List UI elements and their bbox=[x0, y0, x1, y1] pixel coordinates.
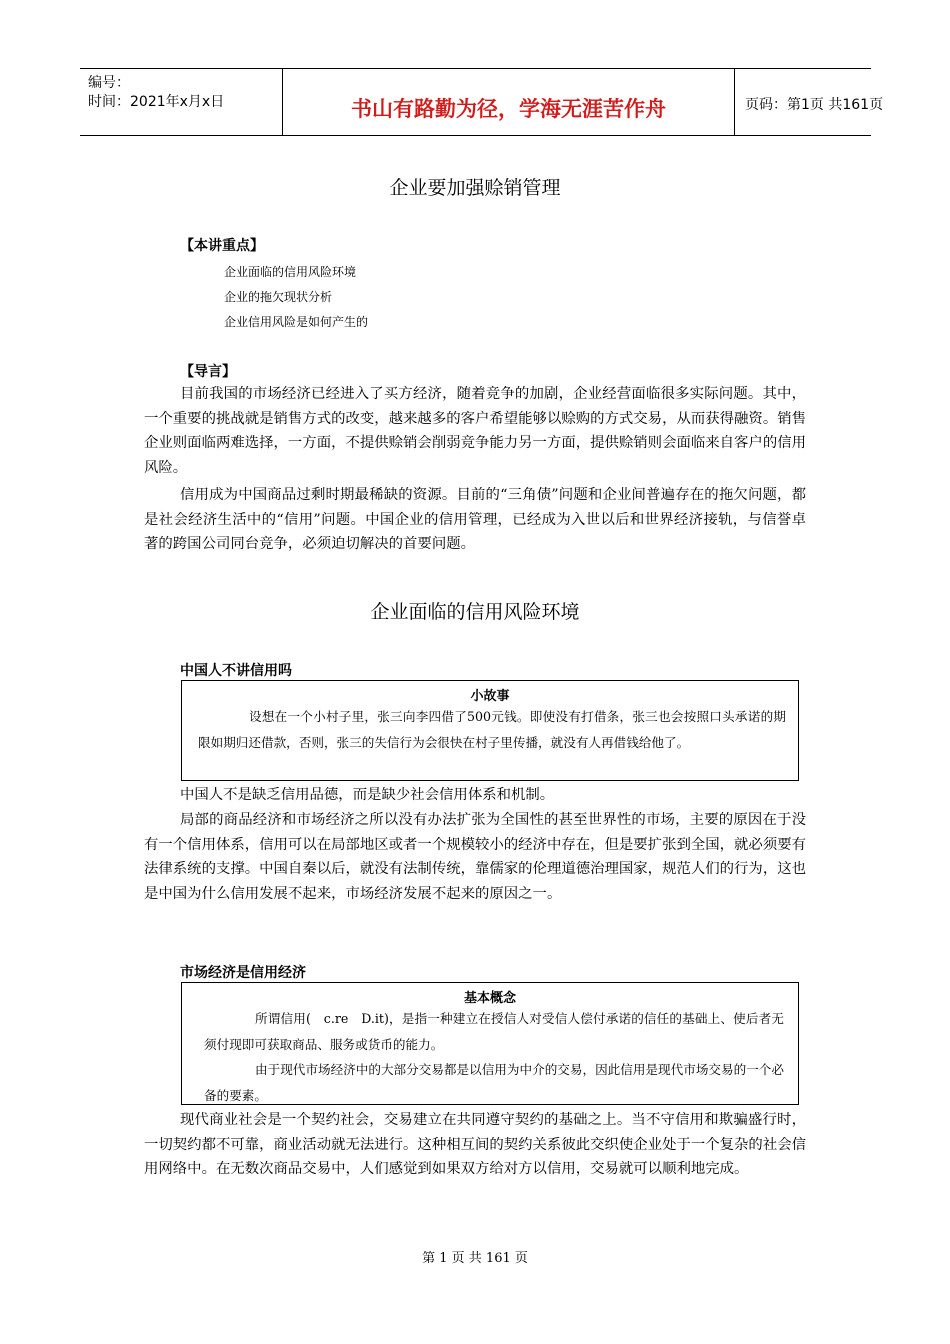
number-label: 编号： bbox=[88, 75, 130, 91]
subsection-heading: 市场经济是信用经济 bbox=[180, 965, 306, 981]
key-point-item: 企业面临的信用风险环境 bbox=[224, 265, 357, 279]
subsection-heading: 中国人不讲信用吗 bbox=[180, 663, 292, 679]
key-point-item: 企业信用风险是如何产生的 bbox=[224, 315, 369, 329]
key-point-item: 企业的拖欠现状分析 bbox=[224, 290, 333, 304]
intro-paragraph-2: 信用成为中国商品过剩时期最稀缺的资源。目前的“三角债”问题和企业间普遍存在的拖欠问题，都是社会经济生活中的“信用”问题。中国企业的信用管理，已经成为入世以后和世界经济接轨，与信誉卓著的跨国公司同台竞争，必须迫切解决的首要问题。 bbox=[144, 487, 806, 553]
header-page-cell bbox=[735, 69, 884, 135]
time-label: 时间：2021年x月x日 bbox=[88, 94, 225, 110]
page-title: 企业要加强赊销管理 bbox=[389, 177, 561, 199]
concept-box-title: 基本概念 bbox=[463, 991, 516, 1006]
page-info: 页码：第1页 共161页 bbox=[745, 97, 884, 113]
intro-heading: 【导言】 bbox=[180, 364, 236, 380]
header-motto-cell bbox=[282, 69, 735, 135]
section-title: 企业面临的信用风险环境 bbox=[370, 601, 580, 623]
key-points-heading: 【本讲重点】 bbox=[180, 238, 264, 254]
motto-text: 书山有路勤为径，学海无涯苦作舟 bbox=[351, 97, 666, 121]
concept-box-text: 由于现代市场经济中的大部分交易都是以信用为中介的交易，因此信用是现代市场交易的一个必备的要素。 bbox=[204, 1062, 784, 1103]
concept-box-text: 所谓信用( c.re D.it)，是指一种建立在授信人对受信人偿付承诺的信任的基础上、使后者无须付现即可获取商品、服务或货币的能力。 bbox=[204, 1011, 784, 1052]
document-header bbox=[80, 68, 884, 136]
concept-box bbox=[181, 982, 799, 1105]
story-box-text: 设想在一个小村子里，张三向李四借了500元钱。即使没有打借条，张三也会按照口头承诺的期限如期归还借款，否则，张三的失信行为会很快在村子里传播，就没有人再借钱给他了。 bbox=[198, 709, 786, 750]
body-paragraph: 现代商业社会是一个契约社会，交易建立在共同遵守契约的基础之上。当不守信用和欺骗盛行时，一切契约都不可靠，商业活动就无法进行。这种相互间的契约关系彼此交织使企业处于一个复杂的社会信用网络中。在无数次商品交易中，人们感觉到如果双方给对方以信用，交易就可以顺利地完成。 bbox=[144, 1112, 806, 1178]
body-paragraph: 局部的商品经济和市场经济之所以没有办法扩张为全国性的甚至世界性的市场，主要的原因在于没有一个信用体系，信用可以在局部地区或者一个规模较小的经济中存在，但是要扩张到全国，就必须要有法律系统的支撑。中国自秦以后，就没有法制传统，靠儒家的伦理道德治理国家，规范人们的行为，这也是中国为什么信用发展不起来，市场经济发展不起来的原因之一。 bbox=[144, 812, 806, 903]
page-footer: 第 1 页 共 161 页 bbox=[422, 1251, 528, 1266]
story-box-title: 小故事 bbox=[470, 689, 510, 704]
intro-paragraph-1: 目前我国的市场经济已经进入了买方经济，随着竞争的加剧，企业经营面临很多实际问题。其中，一个重要的挑战就是销售方式的改变，越来越多的客户希望能够以赊购的方式交易，从而获得融资。销售企业则面临两难选择，一方面，不提供赊销会削弱竞争能力另一方面，提供赊销则会面临来自客户的信用风险。 bbox=[144, 386, 806, 477]
story-box bbox=[181, 680, 799, 781]
body-paragraph: 中国人不是缺乏信用品德，而是缺少社会信用体系和机制。 bbox=[180, 787, 555, 803]
header-meta-cell bbox=[80, 69, 282, 135]
